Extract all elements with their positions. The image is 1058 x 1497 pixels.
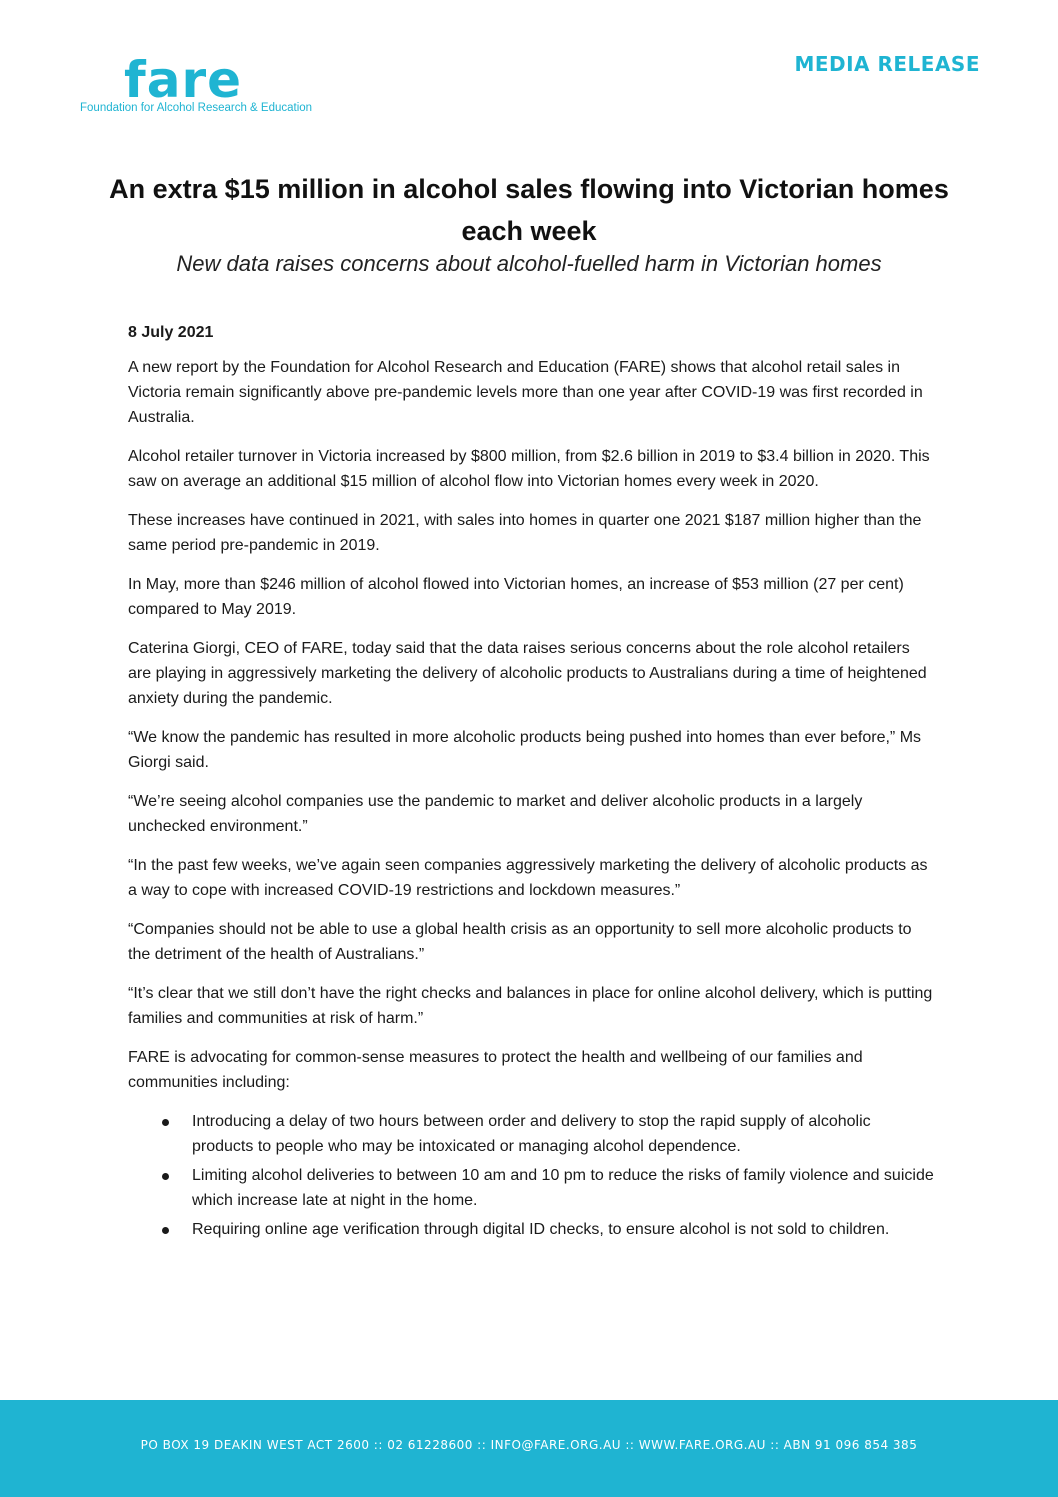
paragraph: These increases have continued in 2021, with sales into homes in quarter one 2021 $187 million higher than the same period pre-pandemic in 2019.	[128, 512, 922, 554]
footer-bar	[0, 1400, 1058, 1497]
list-item-text: Introducing a delay of two hours between order and delivery to stop the rapid supply of alcoholic products to people who may be intoxicated or managing alcohol dependence.	[192, 1113, 871, 1155]
quote-paragraph: “It’s clear that we still don’t have the right checks and balances in place for online alcohol delivery, which is putting families and communities at risk of harm.”	[128, 985, 933, 1027]
quote-paragraph: “Companies should not be able to use a global health crisis as an opportunity to sell more alcoholic products to the detriment of the health of Australians.”	[128, 921, 912, 963]
footer-contact: PO BOX 19 DEAKIN WEST ACT 2600 :: 02 61228600 :: INFO@FARE.ORG.AU :: WWW.FARE.ORG.AU :: ABN 91 096 854 385	[140, 1438, 918, 1452]
article-subtitle: New data raises concerns about alcohol-fuelled harm in Victorian homes	[176, 251, 882, 276]
quote-paragraph: “We know the pandemic has resulted in more alcoholic products being pushed into homes than ever before,” Ms Giorgi said.	[128, 729, 922, 771]
list-item	[192, 1109, 936, 1159]
quote-paragraph: “We’re seeing alcohol companies use the pandemic to market and deliver alcoholic products in a largely unchecked environment.”	[128, 793, 863, 835]
article-title: An extra $15 million in alcohol sales flowing into Victorian homes each week	[109, 174, 949, 246]
fare-logo	[80, 52, 320, 122]
paragraph: Caterina Giorgi, CEO of FARE, today said that the data raises serious concerns about the role alcohol retailers are playing in aggressively marketing the delivery of alcoholic products to Australians during a time of heightened anxiety during the pandemic.	[128, 640, 927, 707]
paragraph: Alcohol retailer turnover in Victoria increased by $800 million, from $2.6 billion in 2019 to $3.4 billion in 2020. This saw on average an additional $15 million of alcohol flow into Victorian homes every week in 2020.	[128, 448, 930, 490]
release-date: 8 July 2021	[128, 324, 214, 341]
bullet-icon	[162, 1173, 169, 1180]
list-item-text: Requiring online age verification through digital ID checks, to ensure alcohol is not sold to children.	[192, 1221, 890, 1238]
list-item	[192, 1163, 936, 1213]
paragraph: FARE is advocating for common-sense measures to protect the health and wellbeing of our families and communities including:	[128, 1049, 863, 1091]
measures-list	[128, 1109, 936, 1242]
quote-paragraph: “In the past few weeks, we’ve again seen companies aggressively marketing the delivery of alcoholic products as a way to cope with increased COVID-19 restrictions and lockdown measures.”	[128, 857, 928, 899]
bullet-icon	[162, 1227, 169, 1234]
media-release-label: MEDIA RELEASE	[794, 52, 980, 76]
logo-wordmark: fare	[124, 51, 243, 109]
list-item-text: Limiting alcohol deliveries to between 10 am and 10 pm to reduce the risks of family violence and suicide which increase late at night in the home.	[192, 1167, 934, 1209]
article-body	[128, 320, 936, 1246]
bullet-icon	[162, 1119, 169, 1126]
paragraph: A new report by the Foundation for Alcohol Research and Education (FARE) shows that alcohol retail sales in Victoria remain significantly above pre-pandemic levels more than one year after COVID-19 was first recorded in Australia.	[128, 359, 923, 426]
paragraph: In May, more than $246 million of alcohol flowed into Victorian homes, an increase of $53 million (27 per cent) compared to May 2019.	[128, 576, 904, 618]
logo-tagline: Foundation for Alcohol Research & Education	[80, 102, 313, 114]
list-item	[192, 1217, 936, 1242]
